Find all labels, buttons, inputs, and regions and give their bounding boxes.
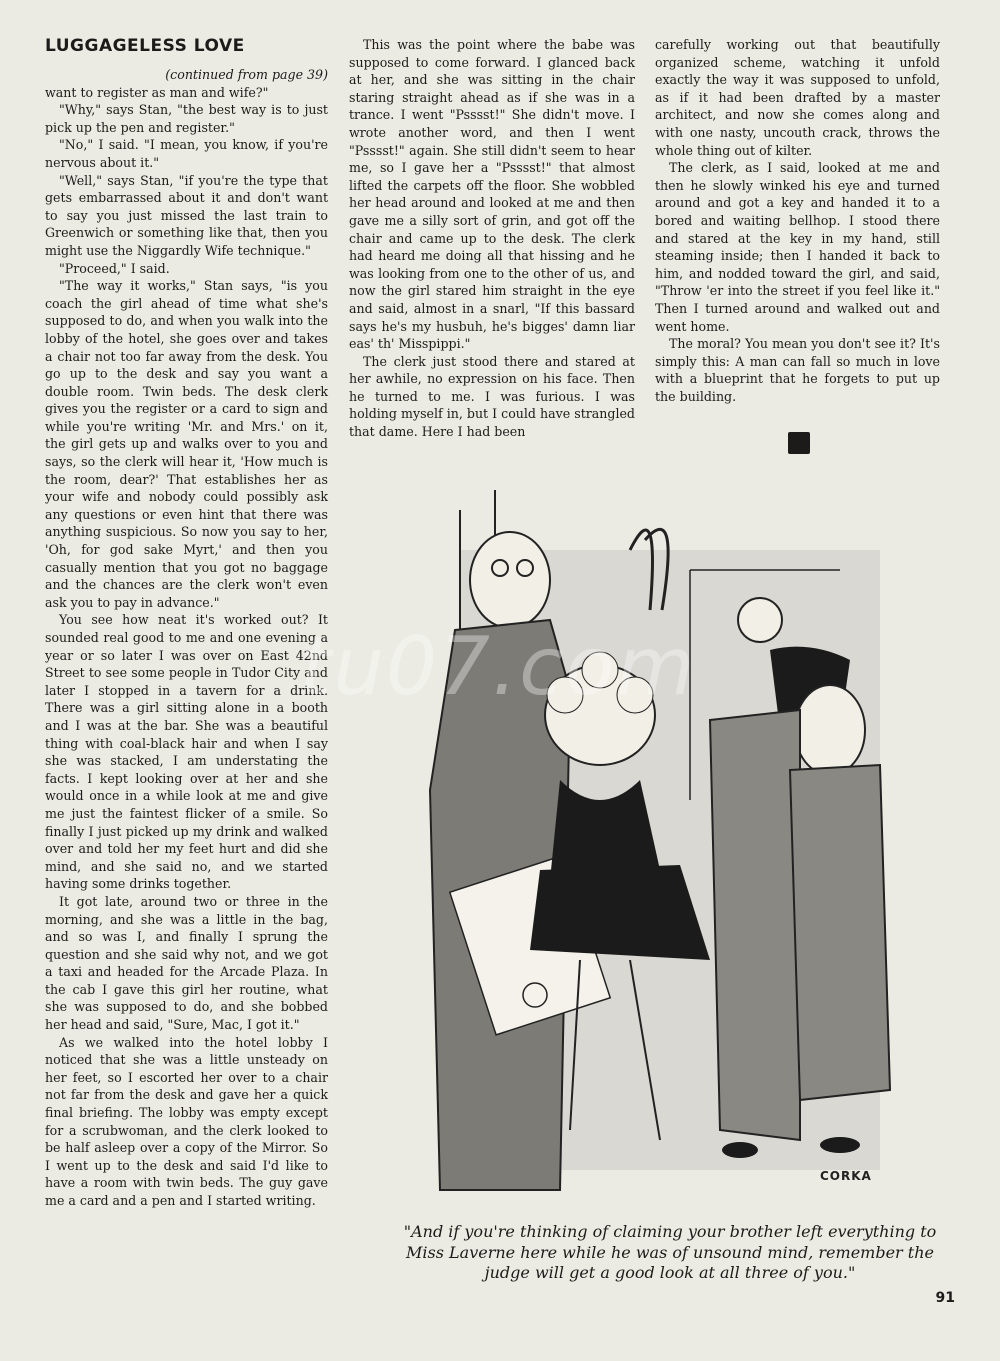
paragraph: It got late, around two or three in the morning, and she was a little in the bag, and so was I, and finally I sprung the question and she said why not, and we got a taxi and headed for the Arcade Plaza. In the cab I gave this girl her routine, what she was supposed to do, and she bobbed her head and said, "Sure, Mac, I got it.": [45, 893, 328, 1033]
page-number: 91: [935, 1290, 955, 1306]
paragraph: The moral? You mean you don't see it? It's simply this: A man can fall so much in love with a blueprint that he forgets to put up the building.: [655, 336, 940, 404]
paragraph: "Proceed," I said.: [59, 260, 170, 276]
artist-signature: CORKA: [820, 1169, 872, 1183]
text-column-2: [349, 36, 635, 441]
paragraph: The clerk just stood there and stared at her awhile, no expression on his face. Then he turned to me. I was furious. I was holding myself in, but I could have strangled that dame. Here I had been: [349, 353, 635, 440]
paragraph: "Well," says Stan, "if you're the type that gets embarrassed about it and don't want to say you just missed the last train to Greenwich or something like that, then you might use the Niggardly Wife technique.": [45, 172, 328, 258]
paragraph: You see how neat it's worked out? It sounded real good to me and one evening a year or so later I was over on East 42nd Street to see some people in Tudor City and later I stopped in a tavern for a drink. There was a girl sitting alone in a booth and I was at the bar. She was a beautiful thing with coal-black hair and when I say she was stacked, I am understating the facts. I kept looking over at her and she would once in a while look at me and give me just the faintest flicker of a smile. So finally I just picked up my drink and walked over and told her my feet hurt and did she mind, and she said no, and we started having some drinks together.: [45, 612, 328, 892]
paragraph: This was the point where the babe was supposed to come forward. I glanced back at her, and she was sitting in the chair staring straight ahead as if she was in a trance. I went "Psssst!" She didn't move. I wrote another word, and then I went "Psssst!" again. She still didn't seem to hear me, so I gave her a "Psssst!" that almost lifted the carpets off the floor. She wobbled her head around and looked at me and then gave me a silly sort of grin, and got off the chair and came up to the desk. The clerk had heard me doing all that hissing and he was looking from one to the other of us, and now the girl stared him straight in the eye and said, almost in a snarl, "If this bassard says he's my husbuh, he's bigges' damn liar eas' th' Misspippi.": [349, 37, 635, 352]
text-column-1: [45, 36, 328, 1210]
paragraph: "The way it works," Stan says, "is you coach the girl ahead of time what she's supposed to do, and when you walk into the lobby of the hotel, she goes over and takes a chair not too far away from the desk. You go up to the desk and say you want a double room. Twin beds. The desk clerk gives you the register or a card to sign and while you're writing 'Mr. and Mrs.' on it, the girl gets up and walks over to you and says, so the clerk will hear it, 'How much is the room, dear?' That establishes her as your wife and nobody could possibly ask any questions or even hint that there was anything suspicious. So now you say to her, 'Oh, for god sake Myrt,' and then you casually mention that you got no baggage and the chances are the clerk won't even ask you to pay in advance.": [45, 278, 328, 610]
rabbit-endmark-icon: [788, 432, 810, 454]
paragraph: "Why," says Stan, "the best way is to just pick up the pen and register.": [45, 102, 328, 135]
paragraph: want to register as man and wife?": [45, 84, 269, 100]
paragraph: carefully working out that beautifully organized scheme, watching it unfold exactly the way it was supposed to unfold, as if it had been drafted by a master architect, and now she comes along and with one nasty, uncouth crack, throws the whole thing out of kilter.: [655, 37, 940, 158]
paragraph: As we walked into the hotel lobby I noticed that she was a little unsteady on her feet, so I escorted her over to a chair not far from the desk and gave her a quick final briefing. The lobby was empty except for a scrubwoman, and the clerk looked to be half asleep over a copy of the Mirror. So I went up to the desk and said I'd like to have a room with twin beds. The guy gave me a card and a pen and I started writing.: [45, 1034, 328, 1208]
paragraph: The clerk, as I said, looked at me and then he slowly winked his eye and turned around and got a key and handed it to a bored and waiting bellhop. I stood there and stared at the key in my hand, still steaming inside; then I handed it back to him, and nodded toward the girl, and said, "Throw 'er into the street if you feel like it." Then I turned around and walked out and went home.: [655, 160, 940, 334]
watermark-text: tu07.com: [300, 620, 697, 713]
continued-note: (continued from page 39): [165, 67, 328, 82]
cartoon-illustration: [400, 490, 940, 1210]
running-head: LUGGAGELESS LOVE: [45, 36, 245, 56]
paragraph: "No," I said. "I mean, you know, if you're nervous about it.": [45, 137, 328, 170]
text-column-3: [655, 36, 940, 405]
cartoon-caption: "And if you're thinking of claiming your brother left everything to Miss Laverne here while he was of unsound mind, remember the judge will get a good look at all three of you.": [403, 1222, 937, 1282]
